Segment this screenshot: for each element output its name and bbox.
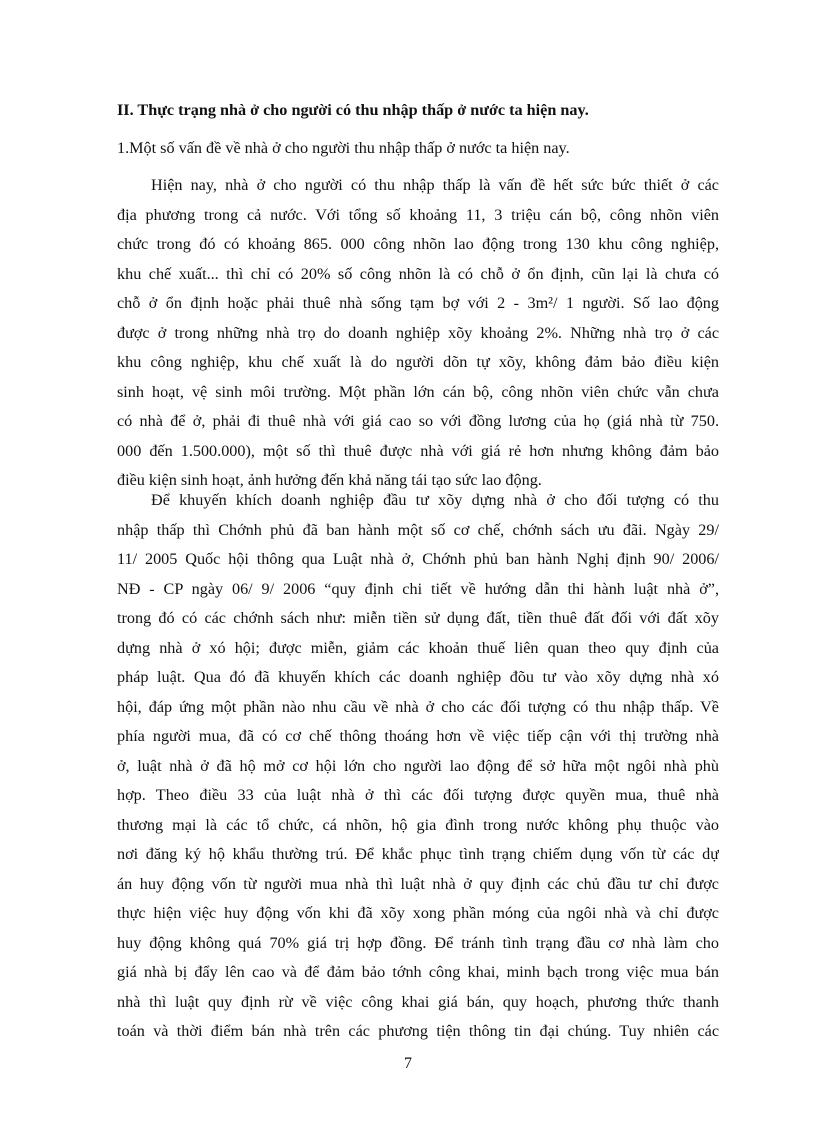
paragraph-line: hội, đáp ứng một phần nào nhu cầu về nhà ở cho các đối tượng có thu nhập thấp. Về — [117, 697, 719, 716]
paragraph-line: nơi đăng ký hộ khẩu thường trú. Để khắc phục tình trạng chiếm dụng vốn từ các dự — [117, 845, 719, 863]
paragraph-line: 11/ 2005 Quốc hội thông qua Luật nhà ở, Chớnh phủ ban hành Nghị định 90/ 2006/ — [117, 550, 719, 568]
paragraph-2 — [117, 486, 719, 1047]
page-number: 7 — [404, 1055, 412, 1072]
paragraph-line: hợp. Theo điều 33 của luật nhà ở thì các đối tượng được quyền mua, thuê nhà — [117, 786, 719, 804]
paragraph-line: phía người mua, đã có cơ chế thông thoáng hơn về việc tiếp cận với thị trường nhà — [117, 727, 719, 745]
paragraph-line: thương mại là các tổ chức, cá nhõn, hộ gia đình trong nước không phụ thuộc vào — [117, 815, 719, 834]
paragraph-line: NĐ - CP ngày 06/ 9/ 2006 “quy định chi tiết về hướng dẫn thi hành luật nhà ở”, — [117, 579, 719, 598]
paragraph-line: địa phương trong cả nước. Với tổng số khoảng 11, 3 triệu cán bộ, công nhõn viên — [117, 205, 719, 224]
paragraph-line: khu chế xuất... thì chỉ có 20% số công nhõn là có chỗ ở ổn định, cũn lại là chưa có — [117, 264, 719, 283]
paragraph-line: dựng nhà ở xó hội; được miễn, giảm các khoản thuế liên quan theo quy định của — [117, 638, 719, 657]
paragraph-line: giá nhà bị đẩy lên cao và để đảm bảo tớnh công khai, minh bạch trong việc mua bán — [117, 963, 719, 981]
section-heading: II. Thực trạng nhà ở cho người có thu nhập thấp ở nước ta hiện nay. — [117, 101, 589, 119]
paragraph-line: 000 đến 1.500.000), một số thì thuê được nhà với giá rẻ hơn nhưng không đảm bảo — [117, 441, 719, 460]
paragraph-line: Để khuyến khích doanh nghiệp đầu tư xõy dựng nhà ở cho đối tượng có thu — [151, 491, 719, 509]
paragraph-line: điều kiện sinh hoạt, ảnh hưởng đến khả năng tái tạo sức lao động. — [117, 471, 542, 489]
paragraph-line: chức trong đó có khoảng 865. 000 công nhõn lao động trong 130 khu công nghiệp, — [117, 235, 719, 253]
subsection-heading: 1.Một số vấn đề về nhà ở cho người thu nhập thấp ở nước ta hiện nay. — [117, 139, 570, 157]
paragraph-line: pháp luật. Qua đó đã khuyến khích các doanh nghiệp đõu tư vào xõy dựng nhà xó — [117, 668, 719, 686]
paragraph-line: khu công nghiệp, khu chế xuất là do người dõn tự xõy, không đảm bảo điều kiện — [117, 353, 719, 371]
paragraph-line: nhà thì luật quy định rừ về việc công khai giá bán, quy hoạch, phương thức thanh — [117, 992, 719, 1011]
paragraph-line: nhập thấp thì Chớnh phủ đã ban hành một số cơ chế, chớnh sách ưu đãi. Ngày 29/ — [117, 520, 719, 539]
paragraph-line: huy động không quá 70% giá trị hợp đồng. Để tránh tình trạng đầu cơ nhà làm cho — [117, 933, 719, 952]
paragraph-line: được ở trong những nhà trọ do doanh nghiệp xõy khoảng 2%. Những nhà trọ ở các — [117, 323, 719, 342]
paragraph-line: sinh hoạt, vệ sinh môi trường. Một phần lớn cán bộ, công nhõn viên chức vẫn chưa — [117, 382, 719, 401]
paragraph-line: thực hiện việc huy động vốn khi đã xõy xong phần móng của ngôi nhà và chỉ được — [117, 904, 719, 922]
paragraph-line: Hiện nay, nhà ở cho người có thu nhập thấp là vấn đề hết sức bức thiết ở các — [151, 176, 719, 194]
paragraph-line: án huy động vốn từ người mua nhà thì luật nhà ở quy định các chủ đầu tư chỉ được — [117, 874, 719, 893]
paragraph-line: ở, luật nhà ở đã hộ mở cơ hội lớn cho người lao động để sở hữa một ngôi nhà phù — [117, 756, 719, 775]
paragraph-line: trong đó có các chớnh sách như: miễn tiền sử dụng đất, tiền thuê đất đối với đất xõy — [117, 609, 719, 627]
paragraph-line: có nhà để ở, phải đi thuê nhà với giá cao so với đồng lương của họ (giá nhà từ 750. — [117, 412, 719, 430]
paragraph-line: toán và thời điểm bán nhà trên các phương tiện thông tin đại chúng. Tuy nhiên các — [117, 1022, 719, 1040]
paragraph-1 — [117, 171, 719, 496]
paragraph-line: chỗ ở ổn định hoặc phải thuê nhà sống tạm bợ với 2 - 3m²/ 1 người. Số lao động — [117, 294, 719, 312]
